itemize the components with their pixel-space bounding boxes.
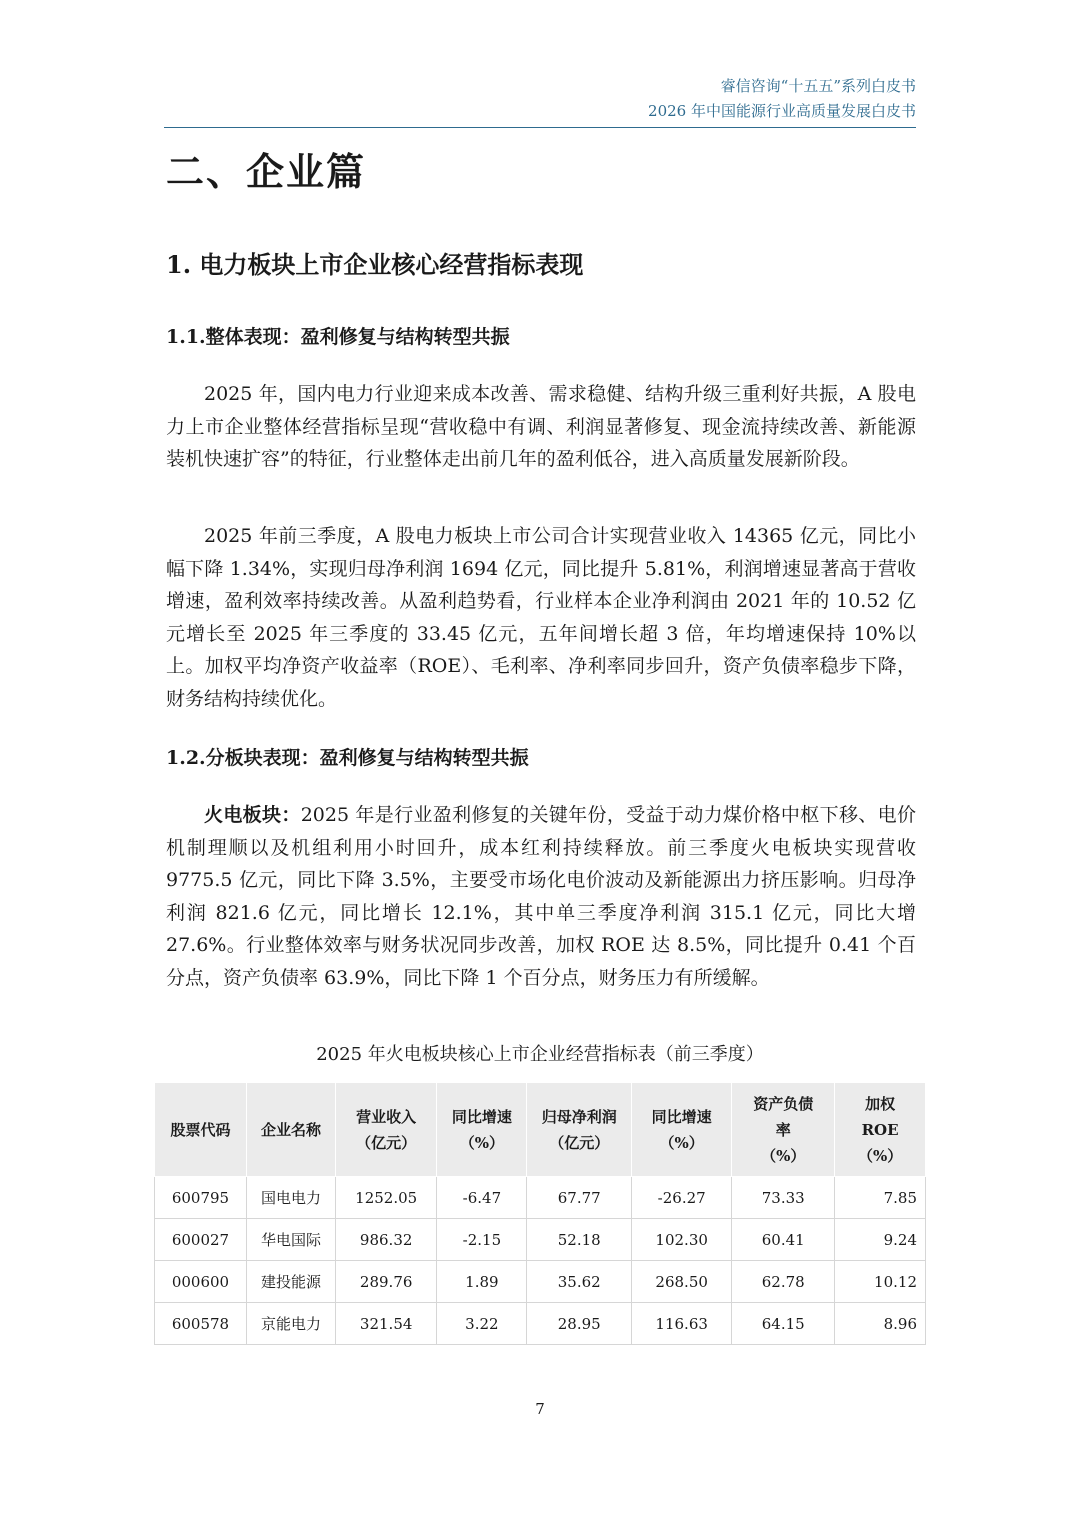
paragraph-thermal-power <box>166 799 916 994</box>
table-header-line: 企业名称 <box>260 1120 321 1139</box>
table-cell: 7.85 <box>835 1177 926 1219</box>
table-cell: 60.41 <box>732 1219 835 1261</box>
table-cell: 000600 <box>155 1261 247 1303</box>
table-header-row <box>155 1083 926 1177</box>
table-cell: 64.15 <box>732 1303 835 1345</box>
table-header-line: （%） <box>659 1133 704 1152</box>
table-cell: 600027 <box>155 1219 247 1261</box>
table-cell: 268.50 <box>632 1261 732 1303</box>
table-cell: 67.77 <box>527 1177 632 1219</box>
table-cell: 国电电力 <box>246 1177 335 1219</box>
table-header-line: （%） <box>857 1146 903 1165</box>
table-header-line: （%） <box>459 1133 504 1152</box>
header-divider <box>164 127 916 128</box>
table-cell: 28.95 <box>527 1303 632 1345</box>
table-cell: 9.24 <box>835 1219 926 1261</box>
table-header-cell <box>336 1083 437 1177</box>
table-header-cell <box>437 1083 527 1177</box>
table-header-cell <box>835 1083 926 1177</box>
table-cell: 京能电力 <box>246 1303 335 1345</box>
table-cell: 73.33 <box>732 1177 835 1219</box>
table-cell: 1252.05 <box>336 1177 437 1219</box>
indicator-table <box>154 1082 926 1345</box>
table-row <box>155 1177 926 1219</box>
table-row <box>155 1261 926 1303</box>
table-row <box>155 1219 926 1261</box>
table-header-cell <box>527 1083 632 1177</box>
table-header-line: 同比增速 <box>451 1107 512 1126</box>
table-cell: 10.12 <box>835 1261 926 1303</box>
table-header-line: 归母净利润 <box>541 1107 617 1126</box>
table-cell: 62.78 <box>732 1261 835 1303</box>
table-header-cell <box>632 1083 732 1177</box>
table-header-line: 加权 <box>865 1094 896 1113</box>
table-cell: 600578 <box>155 1303 247 1345</box>
section-1-heading: 1. 电力板块上市企业核心经营指标表现 <box>166 250 584 279</box>
thermal-power-lead: 火电板块： <box>204 804 301 826</box>
paragraph-overview-1: 2025 年，国内电力行业迎来成本改善、需求稳健、结构升级三重利好共振，A 股电力上市企业整体经营指标呈现“营收稳中有调、利润显著修复、现金流持续改善、新能源装机快速扩容”的特征，行业整体走出前几年的盈利低谷，进入高质量发展新阶段。 <box>166 383 916 470</box>
paragraph-overview-2: 2025 年前三季度，A 股电力板块上市公司合计实现营业收入 14365 亿元，同比小幅下降 1.34%，实现归母净利润 1694 亿元，同比提升 5.81%，利润增速显著高于营收增速，盈利效率持续改善。从盈利趋势看，行业样本企业净利润由 2021 年的 10.52 亿元增长至 2025 年三季度的 33.45 亿元，五年间增长超 3 倍，年均增速保持 10%以上。加权平均净资产收益率（ROE）、毛利率、净利率同步回升，资产负债率稳步下降，财务结构持续优化。 <box>166 525 916 710</box>
table-body <box>155 1177 926 1345</box>
table-header-cell <box>155 1083 247 1177</box>
table-header-line: 同比增速 <box>651 1107 712 1126</box>
table-header-line: ROE <box>861 1120 899 1139</box>
table-cell: 102.30 <box>632 1219 732 1261</box>
table-cell: 52.18 <box>527 1219 632 1261</box>
table-cell: 35.62 <box>527 1261 632 1303</box>
table-header-line: 率 <box>775 1120 791 1139</box>
header-series: 睿信咨询“十五五”系列白皮书 <box>720 77 916 95</box>
table-cell: 1.89 <box>437 1261 527 1303</box>
page-number: 7 <box>535 1400 545 1418</box>
running-header <box>648 74 916 124</box>
table-header-line: （亿元） <box>549 1133 610 1152</box>
section-1-2-heading: 1.2.分板块表现：盈利修复与结构转型共振 <box>166 747 529 769</box>
table-header-line: 股票代码 <box>170 1120 231 1139</box>
table-cell: -26.27 <box>632 1177 732 1219</box>
table-header-line: 资产负债 <box>753 1094 814 1113</box>
table-cell: 8.96 <box>835 1303 926 1345</box>
table-header-cell <box>732 1083 835 1177</box>
table-caption: 2025 年火电板块核心上市企业经营指标表（前三季度） <box>316 1044 764 1065</box>
table-header-line: （亿元） <box>356 1133 417 1152</box>
table-header-line: 营业收入 <box>356 1107 417 1126</box>
table-cell: 986.32 <box>336 1219 437 1261</box>
table-cell: 3.22 <box>437 1303 527 1345</box>
header-report-title: 2026 年中国能源行业高质量发展白皮书 <box>648 102 916 120</box>
table-row <box>155 1303 926 1345</box>
table-cell: 华电国际 <box>246 1219 335 1261</box>
page-title: 二、企业篇 <box>166 149 367 194</box>
table-cell: 116.63 <box>632 1303 732 1345</box>
thermal-power-text: 2025 年是行业盈利修复的关键年份，受益于动力煤价格中枢下移、电价机制理顺以及机组利用小时回升，成本红利持续释放。前三季度火电板块实现营收 9775.5 亿元，同比下降 3.5%，主要受市场化电价波动及新能源出力挤压影响。归母净利润 821.6 亿元，同比增长 12.1%，其中单三季度净利润 315.1 亿元，同比大增 27.6%。行业整体效率与财务状况同步改善，加权 ROE 达 8.5%，同比提升 0.41 个百分点，资产负债率 63.9%，同比下降 1 个百分点，财务压力有所缓解。 <box>166 804 916 989</box>
table-cell: -6.47 <box>437 1177 527 1219</box>
table-header-cell <box>246 1083 335 1177</box>
table-cell: 321.54 <box>336 1303 437 1345</box>
table-cell: 建投能源 <box>246 1261 335 1303</box>
table-cell: -2.15 <box>437 1219 527 1261</box>
table-cell: 600795 <box>155 1177 247 1219</box>
section-1-1-heading: 1.1.整体表现：盈利修复与结构转型共振 <box>166 326 510 348</box>
table-header-line: （%） <box>761 1146 806 1165</box>
table-cell: 289.76 <box>336 1261 437 1303</box>
